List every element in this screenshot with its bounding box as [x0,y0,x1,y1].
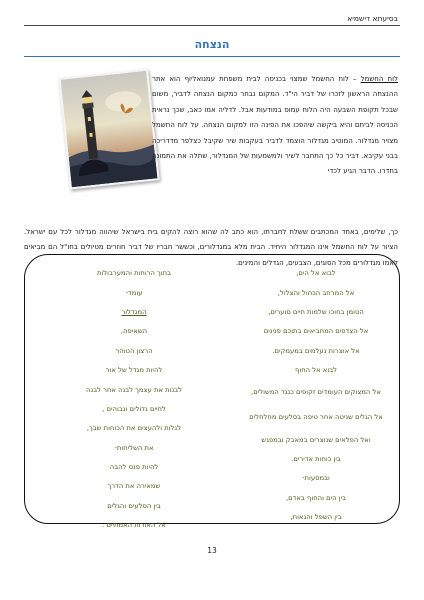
lighthouse-painting-image [58,69,159,190]
poem-line-lighthouse: המגדלור [121,307,147,316]
intro-lead-term: לוח החשמל [360,75,399,83]
continuation-paragraph: כך, שלימים, באחד המכתבים ששלח לחברתו, הוא כתב לה שהוא רוצה להקים בית בישראל שיהווה מגדלור לכל עם ישראל. הציור על לוח החשמל אינו המגדלור היחיד. הבית מלא במגדלורים, וכששר חבריו של דביר חוזרים מטיולים בחו"ל הם מביאים לאמו מגדלורים מכל הסוגים, הצבעים, הגדלים והמינים. [24,228,398,267]
poem-line: אל האורות האמתיים . [102,521,166,530]
poem-column-left [54,264,214,535]
poem-line: את השליחות- [114,443,154,452]
running-header: בסיעתא דישמיא [347,14,398,23]
poem-line: לבנות את עצמך לבנה אחר לבנה [86,385,182,394]
poem-line: עומד- [125,288,143,297]
poem-line: לחיים גדולים וגבוהים , [102,404,166,413]
poem-line: אל אוצרות נעלמים במעמקים. [272,346,360,355]
poem-line: לבוא אל החוף [295,366,337,375]
poem-column-right [236,264,396,527]
intro-paragraph [152,72,398,180]
poem-line: הטומן בחוכו שלמות חיים סוערים, [268,307,364,316]
title-divider [24,56,400,57]
poem-line: אל המצוקים העומדים זקופים כנגד המשולים, [251,388,381,397]
intro-body: – לוח החשמל שמצוי בכניסה לבית משפחת עמנואליוף הוא אתר ההנצחה הראשון לזכרו של דביר הי"ד. המקום נבחר כמקום הנצחה לדביר, משום שבכל תקופת השבעה היה הלוח עמוס במודעות אבל. לדליה אמו כאב, שכך נראית הכניסה לביתם והיא ביקשה שיהפכו את הפינה הזו למקום הנצחה. על לוח החשמל מצויר מגדלור. המוטיב מגדלור הוצמד לדביר בעקבות שיר שקיבל כצלפר מדדריכה בבני עקיבא. דביר כל כך התחבר לשיר ולמשמעות של המגדלור, שתלה את התמונה בחדרו. הדבר הגיע לכדי [152,75,398,176]
poem-line: אל הצדפים המחביאים בתוכם פנינים [263,327,369,336]
poem-line: הרצון הטוהר [115,346,153,355]
poem-line: אל הגלים שניטה אחר טיפה בסלעים מחלחלים [249,413,383,422]
poem-line: להיות מגדל של אור [105,366,163,375]
poem-line: בין כוחות אדירים. [291,454,341,463]
poem-line: בתוך הרוחות והמערבולות [96,269,172,278]
lighthouse-icon [61,71,158,187]
poem-line: להיות פנס להבה [109,463,159,472]
poem-line: שמאירה את הדרך [107,482,161,491]
poem-line: אל המרחב הכחול והצלול, [277,288,355,297]
page-number: 13 [207,546,217,555]
header-divider [24,25,400,26]
poem-line: לגלות ולהעצים את הכוחות שבך, [86,424,182,433]
poem-line: לבוא אל הים, [296,269,336,278]
poem-line: השאיפה, [120,327,148,336]
page-title: הנצחה [194,38,230,51]
poem-line: בין השפל והגאות, [290,513,342,522]
poem-line: בין הים והחוף באדם, [285,493,347,502]
poem-line: בין הסלעים והגלים [107,501,161,510]
poem-line: ובמסעות- [302,474,330,483]
poem-line: ואל הפלאים שנוצרים במאבק ובמפגש [261,435,371,444]
